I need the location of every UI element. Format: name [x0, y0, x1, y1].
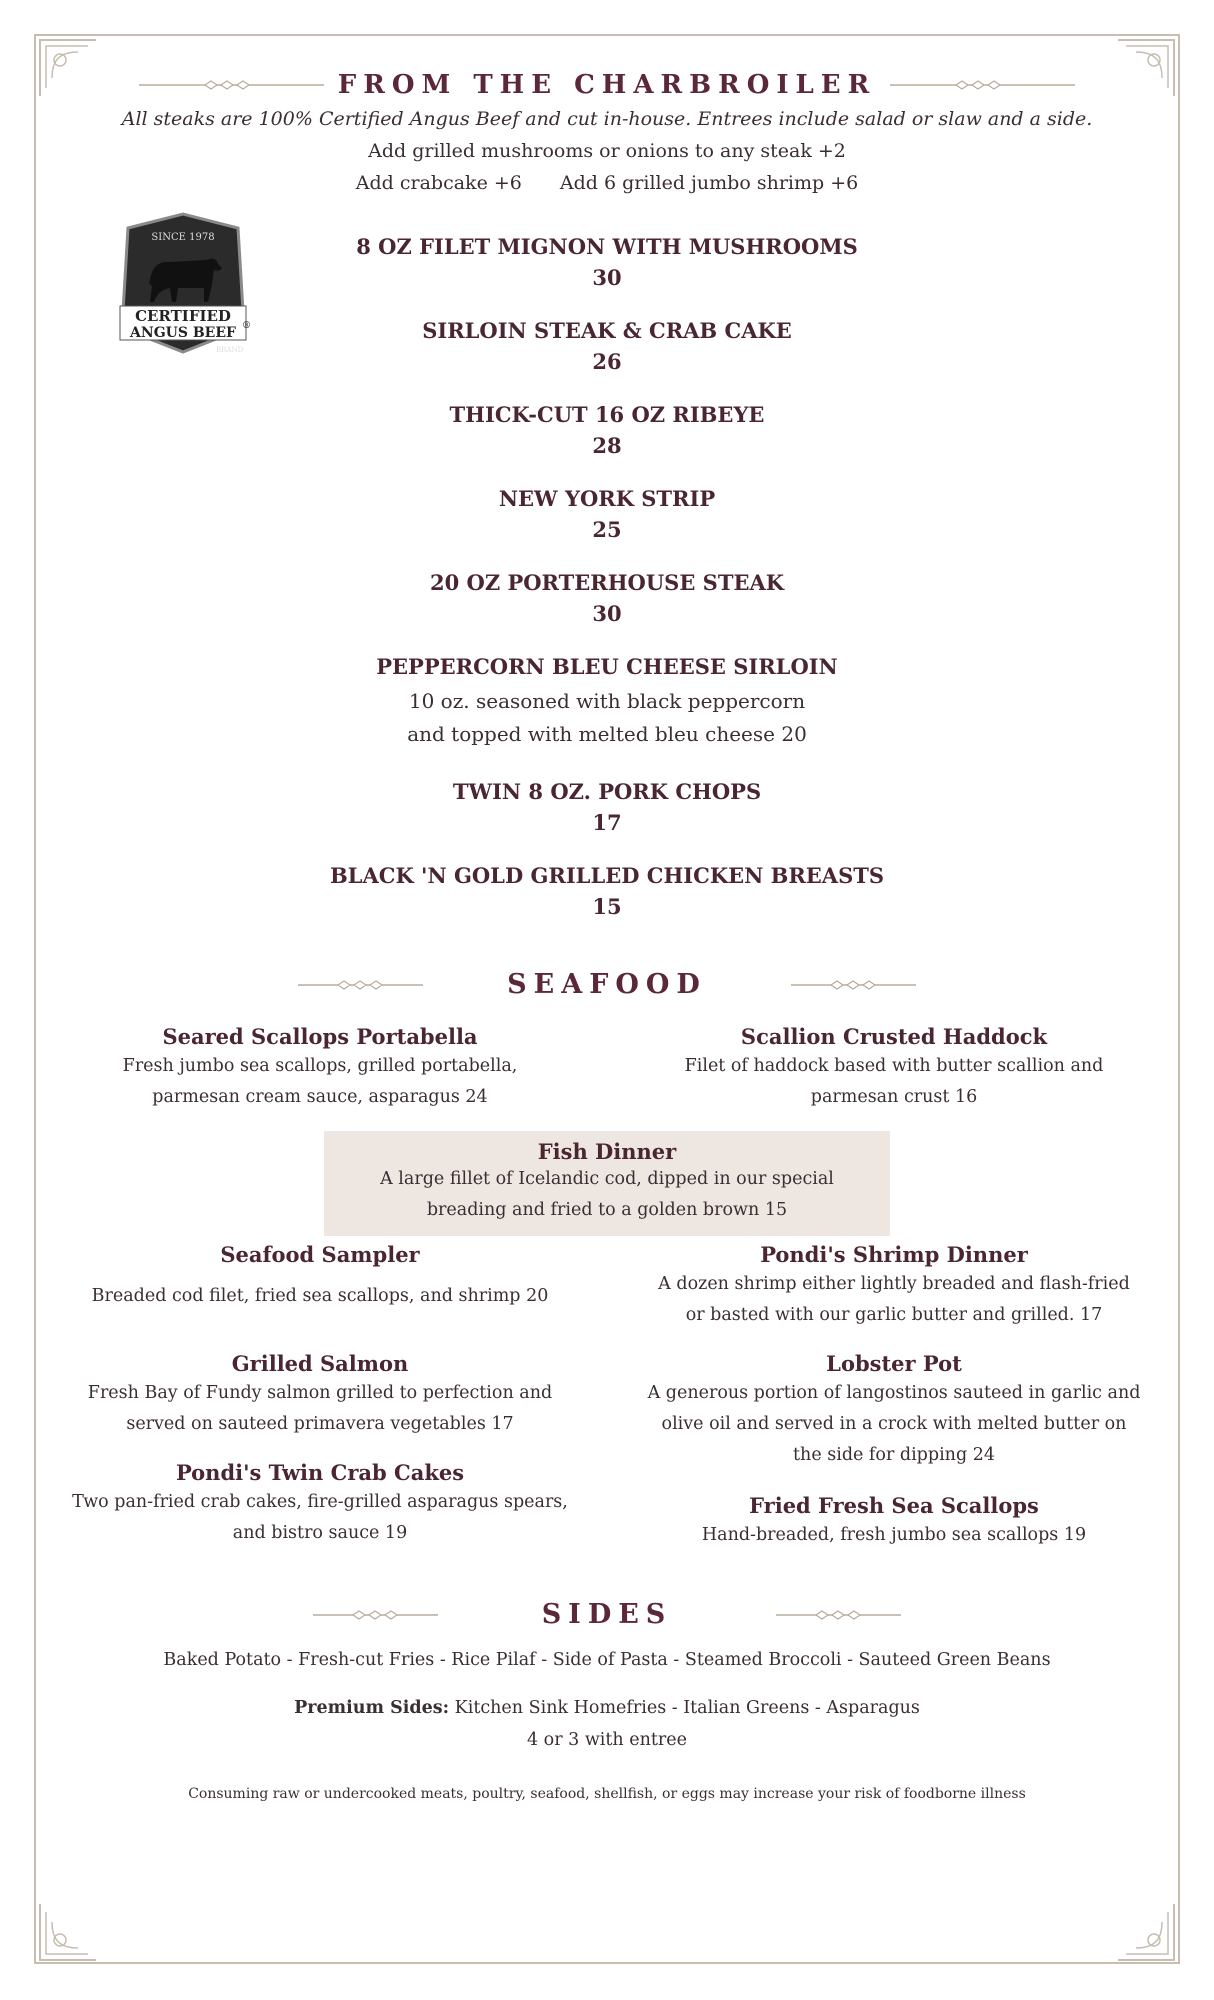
item-name: BLACK 'N GOLD GRILLED CHICKEN BREASTS [329, 863, 885, 888]
item-desc-line: A dozen shrimp either lightly breaded and flash-fried [658, 1274, 1130, 1294]
corner-ornament-icon [38, 1902, 98, 1962]
item-desc [324, 1164, 890, 1226]
item-name: Scallion Crusted Haddock [740, 1024, 1048, 1049]
premium-sides-label: Premium Sides: [294, 1698, 450, 1718]
item-name: 20 OZ PORTERHOUSE STEAK [430, 570, 784, 595]
menu-item [60, 1242, 580, 1331]
foodborne-warning: Consuming raw or undercooked meats, poultry, seafood, shellfish, or eggs may increase your risk of foodborne illness [188, 1786, 1026, 1802]
item-price: 26 [592, 349, 622, 374]
menu-content [60, 70, 1154, 1802]
item-desc-line: Fresh Bay of Fundy salmon grilled to perfection and [87, 1383, 553, 1403]
item-desc-line: or basted with our garlic butter and grilled. 17 [685, 1305, 1103, 1325]
item-name: 8 OZ FILET MIGNON WITH MUSHROOMS [356, 234, 858, 259]
steak-note: All steaks are 100% Certified Angus Beef and cut in-house. Entrees include salad or slaw and a side. [121, 108, 1093, 130]
item-name: THICK-CUT 16 OZ RIBEYE [449, 402, 765, 427]
menu-item [634, 1242, 1154, 1331]
menu-item [634, 1493, 1154, 1551]
item-desc [60, 1378, 580, 1440]
item-name: Pondi's Twin Crab Cakes [175, 1460, 465, 1485]
item-name: Fried Fresh Sea Scallops [749, 1493, 1039, 1518]
logo-trademark: ® [242, 321, 251, 331]
seafood-row-2 [60, 1242, 1154, 1331]
item-price: 25 [592, 517, 622, 542]
item-desc-line: Hand-breaded, fresh jumbo sea scallops 19 [701, 1525, 1087, 1545]
charbroiler-title: FROM THE CHARBROILER [337, 70, 877, 100]
item-name: SIRLOIN STEAK & CRAB CAKE [422, 318, 792, 343]
item-name: Grilled Salmon [231, 1351, 409, 1376]
menu-item [60, 486, 1154, 542]
sides-title: SIDES [541, 1599, 673, 1630]
divider-ornament-icon [776, 1608, 901, 1622]
corner-ornament-icon [1116, 1902, 1176, 1962]
premium-sides [60, 1692, 1154, 1756]
item-price: 17 [592, 810, 622, 835]
divider-ornament-icon [298, 978, 423, 992]
item-name: NEW YORK STRIP [498, 486, 716, 511]
menu-item [60, 234, 1154, 290]
sides-header [60, 1599, 1154, 1630]
seafood-title: SEAFOOD [507, 969, 707, 1000]
item-desc [60, 1281, 580, 1312]
item-name: Lobster Pot [826, 1351, 962, 1376]
premium-sides-line [60, 1692, 1154, 1724]
item-price: 30 [592, 601, 622, 626]
item-desc-line: and bistro sauce 19 [232, 1523, 408, 1543]
menu-item [634, 1351, 1154, 1551]
item-desc-line: Filet of haddock based with butter scallion and [684, 1056, 1104, 1076]
logo-brand-text: BRAND [216, 346, 244, 354]
divider-ornament-icon [139, 78, 324, 92]
menu-item [634, 1024, 1154, 1113]
premium-sides-price: 4 or 3 with entree [526, 1730, 688, 1750]
item-desc [634, 1051, 1154, 1113]
item-desc-line: parmesan crust 16 [810, 1087, 978, 1107]
divider-ornament-icon [313, 1608, 438, 1622]
item-name: Fish Dinner [537, 1139, 677, 1164]
seafood-row-3 [60, 1351, 1154, 1551]
premium-sides-list: Kitchen Sink Homefries - Italian Greens - Asparagus [454, 1698, 920, 1718]
item-price: 30 [592, 265, 622, 290]
menu-item [60, 779, 1154, 835]
charbroiler-header [60, 70, 1154, 100]
item-desc [60, 1051, 580, 1113]
item-desc [634, 1520, 1154, 1551]
item-name: TWIN 8 OZ. PORK CHOPS [452, 779, 762, 804]
item-price: 15 [592, 894, 622, 919]
menu-item [60, 1024, 580, 1113]
addon-mushrooms: Add grilled mushrooms or onions to any steak +2 [368, 140, 846, 162]
addon-crabcake: Add crabcake +6 [355, 172, 522, 194]
item-desc [634, 1378, 1154, 1471]
divider-ornament-icon [791, 978, 916, 992]
item-desc-line: Breaded cod filet, fried sea scallops, and shrimp 20 [91, 1286, 549, 1306]
menu-item [60, 318, 1154, 374]
addon-row [60, 172, 1154, 194]
logo-since-text: SINCE 1978 [151, 232, 215, 243]
logo-line2: ANGUS BEEF [130, 325, 236, 341]
item-desc [60, 1487, 580, 1549]
item-desc [634, 1269, 1154, 1331]
item-desc-line: breading and fried to a golden brown 15 [426, 1200, 788, 1220]
item-desc-line: and topped with melted bleu cheese 20 [407, 722, 807, 746]
item-name: Seafood Sampler [220, 1242, 420, 1267]
menu-item [60, 1351, 580, 1551]
item-desc-line: the side for dipping 24 [793, 1445, 995, 1465]
item-desc-line: olive oil and served in a crock with melted butter on [661, 1414, 1127, 1434]
item-name: Seared Scallops Portabella [162, 1024, 478, 1049]
seafood-header [60, 969, 1154, 1000]
item-desc [60, 685, 1154, 751]
item-desc-line: Two pan-fried crab cakes, fire-grilled asparagus spears, [72, 1492, 568, 1512]
logo-line1: CERTIFIED [135, 307, 231, 325]
item-desc-line: served on sauteed primavera vegetables 17 [126, 1414, 514, 1434]
item-desc-line: Fresh jumbo sea scallops, grilled portabella, [122, 1056, 518, 1076]
item-price: 28 [592, 433, 622, 458]
menu-item [60, 654, 1154, 751]
menu-item [60, 570, 1154, 626]
sides-list: Baked Potato - Fresh-cut Fries - Rice Pilaf - Side of Pasta - Steamed Broccoli - Sauteed Green Beans [163, 1650, 1051, 1670]
item-desc-line: 10 oz. seasoned with black peppercorn [408, 689, 806, 713]
item-desc-line: parmesan cream sauce, asparagus 24 [152, 1087, 488, 1107]
menu-item [60, 402, 1154, 458]
menu-item [60, 1460, 580, 1549]
item-desc-line: A generous portion of langostinos sauteed in garlic and [647, 1383, 1141, 1403]
item-name: Pondi's Shrimp Dinner [760, 1242, 1028, 1267]
addon-shrimp: Add 6 grilled jumbo shrimp +6 [559, 172, 859, 194]
seafood-row-1 [60, 1024, 1154, 1113]
divider-ornament-icon [890, 78, 1075, 92]
item-name: PEPPERCORN BLEU CHEESE SIRLOIN [376, 654, 838, 679]
fish-dinner-highlight [324, 1131, 890, 1236]
menu-item [60, 863, 1154, 919]
item-desc-line: A large fillet of Icelandic cod, dipped in our special [380, 1169, 834, 1189]
